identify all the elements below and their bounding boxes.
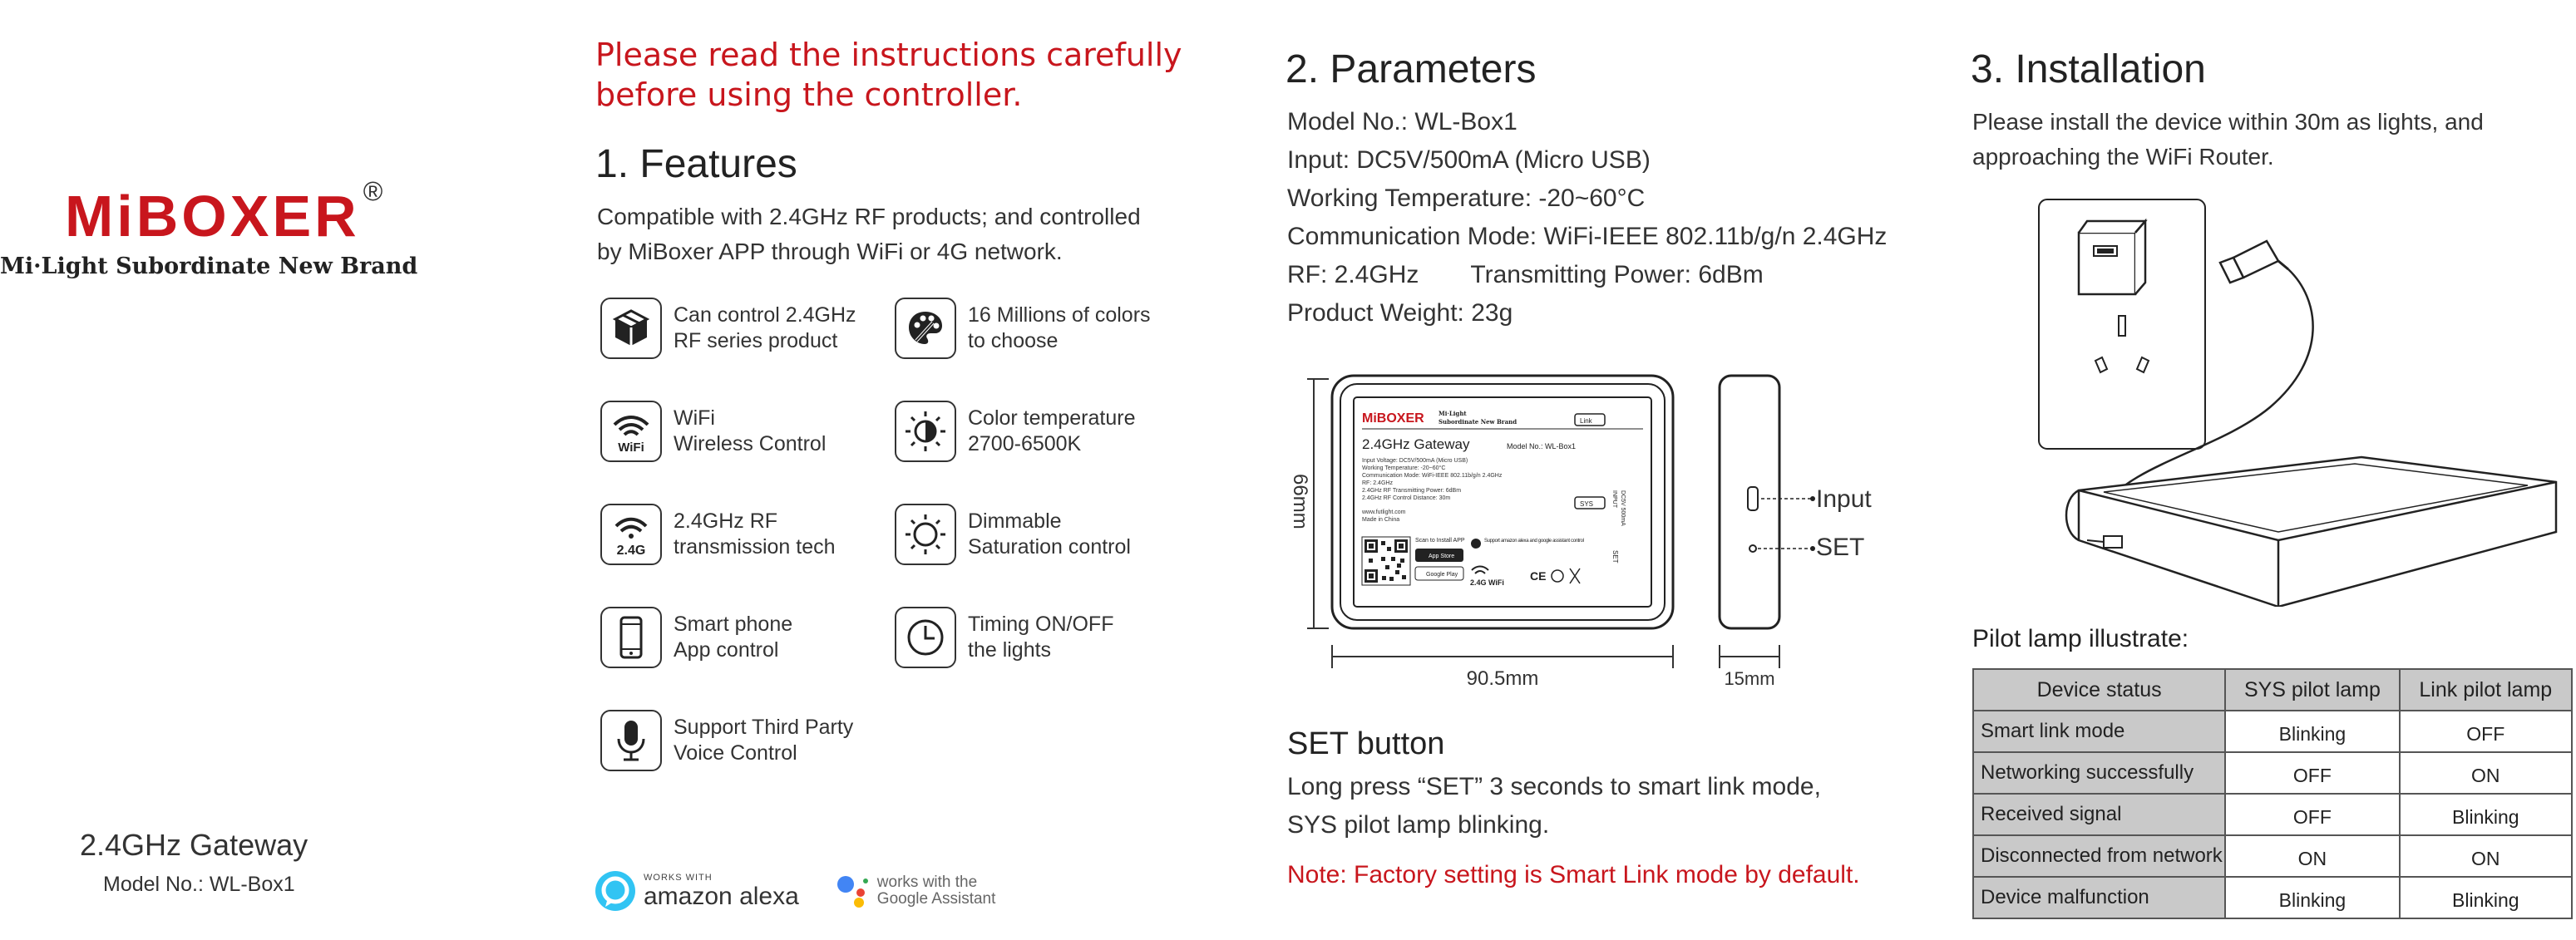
- sticker-link: Link: [1580, 417, 1592, 425]
- header-device-status: Device status: [1973, 669, 2225, 711]
- sticker-input-spec: DC5V 500mA: [1620, 490, 1626, 526]
- google-line-2: Google Assistant: [876, 890, 996, 908]
- link-lamp-cell: Blinking: [2400, 877, 2572, 918]
- gateway-device-icon: [2066, 457, 2556, 607]
- sticker-input-side: INPUT: [1611, 490, 1617, 508]
- logo-text: MiBOXER: [65, 184, 360, 249]
- feature-line-1: Timing ON/OFF: [968, 613, 1114, 636]
- sys-lamp-cell: ON: [2225, 835, 2399, 877]
- table-row: [1973, 794, 2572, 835]
- set-line-1: Long press “SET” 3 seconds to smart link mode,: [1287, 773, 1821, 800]
- sticker-model: Model No.: WL-Box1: [1507, 442, 1577, 450]
- feature-line-1: 16 Millions of colors: [968, 303, 1151, 327]
- feature-item: [600, 298, 856, 359]
- installation-illustration: [2029, 191, 2561, 607]
- sticker-ce: CE: [1530, 569, 1547, 583]
- sticker-sys: SYS: [1580, 500, 1594, 508]
- feature-line-2: Saturation control: [968, 535, 1131, 559]
- sticker-wifi: 2.4G WiFi: [1470, 578, 1504, 587]
- feature-line-1: Dimmable: [968, 509, 1062, 533]
- installation-heading: 3. Installation: [1971, 47, 2206, 91]
- sys-lamp-cell: OFF: [2225, 752, 2399, 794]
- width-label: 90.5mm: [1466, 667, 1539, 690]
- param-communication: Communication Mode: WiFi-IEEE 802.11b/g/n 2.4GHz: [1287, 223, 1888, 250]
- sticker-support: Support amazon alexa and google assistant control: [1484, 539, 1584, 544]
- sticker-scan: Scan to Install APP: [1415, 538, 1465, 544]
- sticker-url: www.futlight.com: [1362, 509, 1406, 515]
- feature-line-1: Smart phone: [674, 613, 793, 636]
- sun-dimmer-icon: [895, 504, 956, 565]
- table-row: [1973, 877, 2572, 918]
- sticker-spec: Input Voltage: DC5V/500mA (Micro USB): [1362, 458, 1468, 464]
- features-intro: [597, 199, 1196, 269]
- sticker-logo: MiBOXER: [1362, 411, 1424, 426]
- feature-line-2: the lights: [968, 638, 1052, 662]
- sticker-mic-icon: [1471, 539, 1481, 549]
- link-lamp-cell: Blinking: [2400, 794, 2572, 835]
- device-status-cell: Device malfunction: [1973, 877, 2225, 918]
- microphone-icon: [600, 710, 662, 771]
- wifi-badge: WiFi: [618, 440, 644, 455]
- height-label: 66mm: [1289, 474, 1311, 529]
- sticker-brand-1: Mi·Light: [1439, 410, 1467, 417]
- depth-dimension: [1720, 645, 1779, 668]
- warning-line-2: before using the controller.: [595, 76, 1023, 113]
- link-lamp-cell: OFF: [2400, 711, 2572, 752]
- feature-item: [600, 607, 792, 668]
- rf-signal-icon: [600, 504, 662, 565]
- smartphone-icon: [600, 607, 662, 668]
- sticker-googleplay: Google Play: [1426, 572, 1458, 578]
- sticker-made: Made in China: [1362, 517, 1400, 523]
- sticker-title: 2.4GHz Gateway: [1362, 436, 1470, 452]
- set-callout: SET: [1816, 534, 1865, 561]
- device-dimension-drawing: [1281, 366, 1829, 698]
- device-status-cell: Networking successfully: [1973, 752, 2225, 794]
- feature-item: [600, 504, 836, 565]
- feature-item: [600, 401, 826, 462]
- feature-line-2: transmission tech: [674, 535, 836, 559]
- product-model: Model No.: WL-Box1: [103, 873, 295, 896]
- header-sys-lamp: SYS pilot lamp: [2225, 669, 2399, 711]
- wifi-icon: [600, 401, 662, 462]
- device-side-outline: [1720, 376, 1779, 628]
- cube-icon: [600, 298, 662, 359]
- qr-code: [1362, 537, 1410, 585]
- feature-line-2: RF series product: [674, 329, 838, 352]
- rf-badge: 2.4G: [616, 544, 646, 558]
- warning-text: [595, 35, 1194, 115]
- feature-line-1: Support Third Party: [674, 716, 854, 739]
- param-power: Transmitting Power: 6dBm: [1470, 261, 1764, 288]
- alexa-logo: [594, 869, 799, 913]
- feature-line-2: 2700-6500K: [968, 432, 1082, 455]
- param-rf-value: RF: 2.4GHz: [1287, 261, 1419, 288]
- header-link-lamp: Link pilot lamp: [2400, 669, 2572, 711]
- installation-line-2: approaching the WiFi Router.: [1972, 144, 2274, 170]
- param-model: Model No.: WL-Box1: [1287, 108, 1517, 135]
- miboxer-logo: [65, 176, 387, 249]
- feature-line-2: to choose: [968, 329, 1059, 352]
- warning-line-1: Please read the instructions carefully: [595, 37, 1182, 73]
- color-temperature-icon: [895, 401, 956, 462]
- set-button-note: Note: Factory setting is Smart Link mode by default.: [1287, 861, 1860, 888]
- depth-label: 15mm: [1724, 668, 1775, 689]
- pilot-lamp-table: [1972, 668, 2573, 919]
- width-dimension: [1332, 645, 1673, 668]
- sub-brand: Mi·Light Subordinate New Brand: [0, 253, 418, 279]
- voice-assistant-logos: [594, 869, 995, 913]
- feature-item: [600, 710, 853, 771]
- param-weight: Product Weight: 23g: [1287, 299, 1513, 327]
- table-row: [1973, 835, 2572, 877]
- sys-lamp-cell: OFF: [2225, 794, 2399, 835]
- features-intro-line-2: by MiBoxer APP through WiFi or 4G network.: [597, 239, 1063, 264]
- sticker-spec: 2.4GHz RF Control Distance: 30m: [1362, 495, 1451, 501]
- feature-item: [895, 607, 1113, 668]
- link-lamp-cell: ON: [2400, 752, 2572, 794]
- feature-line-1: Can control 2.4GHz: [674, 303, 856, 327]
- sticker-set: SET: [1611, 550, 1619, 564]
- pilot-lamp-title: Pilot lamp illustrate:: [1972, 625, 2189, 652]
- feature-line-2: Voice Control: [674, 741, 797, 765]
- google-assistant-icon: [834, 873, 871, 909]
- feature-line-2: Wireless Control: [674, 432, 827, 455]
- sticker-brand-2: Subordinate New Brand: [1439, 418, 1517, 426]
- installation-description: [1972, 105, 2554, 175]
- device-status-cell: Disconnected from network: [1973, 835, 2225, 877]
- param-rf: [1287, 261, 1764, 289]
- sticker-spec: RF: 2.4GHz: [1362, 480, 1393, 486]
- input-callout: Input: [1816, 485, 1872, 513]
- set-button-heading: SET button: [1287, 726, 1445, 761]
- sticker-appstore: App Store: [1429, 554, 1455, 559]
- feature-item: [895, 298, 1151, 359]
- google-line-1: works with the: [876, 874, 978, 892]
- feature-line-1: WiFi: [674, 406, 715, 430]
- link-lamp-cell: ON: [2400, 835, 2572, 877]
- feature-line-1: Color temperature: [968, 406, 1136, 430]
- table-row: [1973, 711, 2572, 752]
- param-input: Input: DC5V/500mA (Micro USB): [1287, 146, 1651, 174]
- google-assistant-logo: [834, 873, 996, 909]
- table-header-row: [1973, 669, 2572, 711]
- usb-power-adapter-icon: [2079, 221, 2145, 294]
- table-row: [1973, 752, 2572, 794]
- features-intro-line-1: Compatible with 2.4GHz RF products; and controlled: [597, 204, 1141, 229]
- set-button-description: [1287, 768, 1919, 844]
- feature-item: [895, 504, 1131, 565]
- feature-line-1: 2.4GHz RF: [674, 509, 778, 533]
- product-title: 2.4GHz Gateway: [80, 828, 308, 862]
- sticker-spec: 2.4GHz RF Transmitting Power: 6dBm: [1362, 488, 1462, 494]
- set-line-2: SYS pilot lamp blinking.: [1287, 811, 1550, 839]
- feature-line-2: App control: [674, 638, 779, 662]
- sticker-spec: Working Temperature: -20~60°C: [1362, 465, 1446, 471]
- device-status-cell: Received signal: [1973, 794, 2225, 835]
- palette-icon: [895, 298, 956, 359]
- alexa-small-text: WORKS WITH: [644, 872, 713, 883]
- param-temperature: Working Temperature: -20~60°C: [1287, 185, 1646, 212]
- features-heading: 1. Features: [595, 142, 797, 186]
- device-status-cell: Smart link mode: [1973, 711, 2225, 752]
- sys-lamp-cell: Blinking: [2225, 711, 2399, 752]
- installation-line-1: Please install the device within 30m as lights, and: [1972, 109, 2484, 135]
- clock-icon: [895, 607, 956, 668]
- alexa-icon: [594, 869, 637, 913]
- alexa-big-text: amazon alexa: [644, 882, 799, 910]
- feature-item: [895, 401, 1135, 462]
- sys-lamp-cell: Blinking: [2225, 877, 2399, 918]
- parameters-heading: 2. Parameters: [1286, 47, 1537, 91]
- sticker-spec: Communication Mode: WiFi-IEEE 802.11b/g/n 2.4GHz: [1362, 473, 1503, 479]
- registered-mark: ®: [363, 176, 387, 206]
